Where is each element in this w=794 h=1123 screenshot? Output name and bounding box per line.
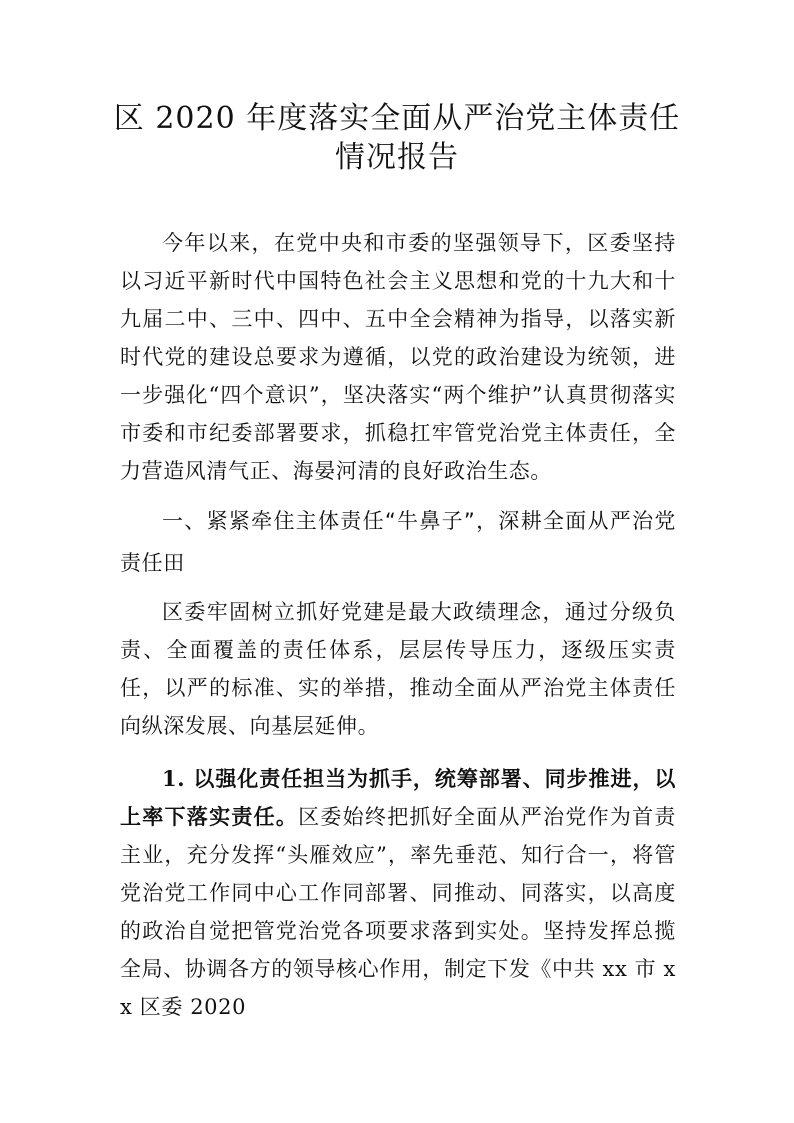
section-1-paragraph: 区委牢固树立抓好党建是最大政绩理念，通过分级负责、全面覆盖的责任体系，层层传导压力，逐级压实责任，以严的标准、实的举措，推动全面从严治党主体责任向纵深发展、向基层延伸。 bbox=[120, 600, 676, 738]
intro-paragraph: 今年以来，在党中央和市委的坚强领导下，区委坚持以习近平新时代中国特色社会主义思想和党的十九大和十九届二中、三中、四中、五中全会精神为指导，以落实新时代党的建设总要求为遵循，以党的政治建设为统领，进一步强化“四个意识”，坚决落实“两个维护”认真贯彻落实市委和市纪委部署要求，抓稳扛牢管党治党主体责任，全力营造风清气正、海晏河清的良好政治生态。 bbox=[120, 231, 676, 483]
subsection-1-body: 区委始终把抓好全面从严治党作为首责主业，充分发挥“头雁效应”，率先垂范、知行合一，将管党治党工作同中心工作同部署、同推动、同落实，以高度的政治自觉把管党治党各项要求落到实处。坚持发挥总揽全局、协调各方的领导核心作用，制定下发《中共 xx 市 xx 区委 2020 bbox=[120, 805, 676, 1019]
document-title-line2: 情况报告 bbox=[335, 140, 459, 175]
subsection-1-paragraph bbox=[120, 760, 676, 1026]
subsection-1-lead: 1. 以强化责任担当为抓手，统筹部署、同步推进，以上率下落实责任。 bbox=[120, 766, 676, 829]
document-title-line1: 区 2020 年度落实全面从严治党主体责任 bbox=[113, 101, 681, 136]
section-heading-1: 一、紧紧牵住主体责任“牛鼻子”，深耕全面从严治党责任田 bbox=[120, 509, 676, 575]
